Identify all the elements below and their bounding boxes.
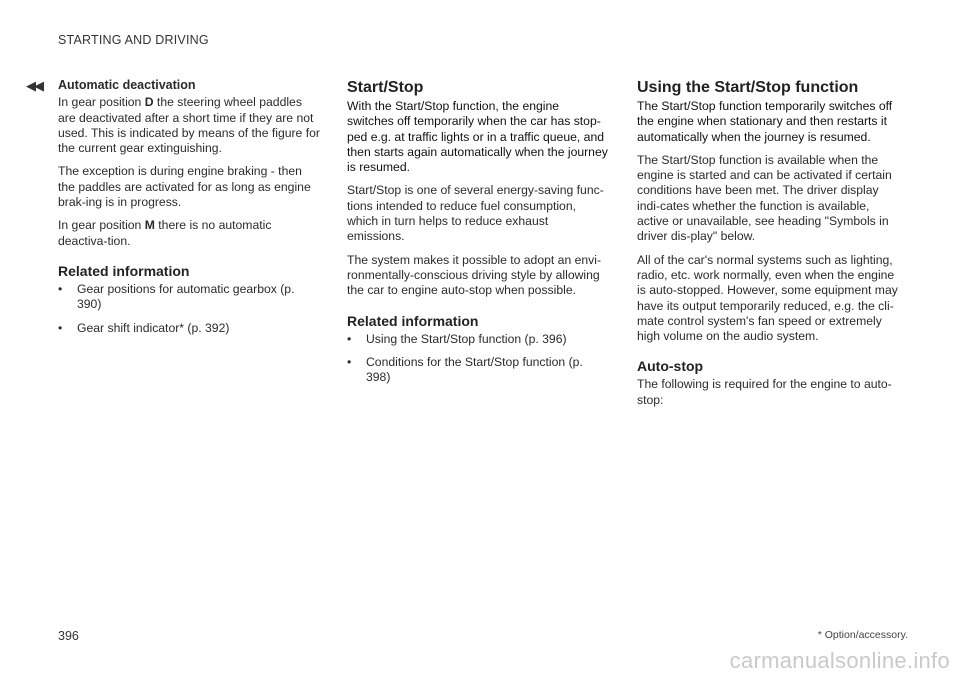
related-link[interactable]: • Using the Start/Stop function (p. 396) xyxy=(347,331,567,346)
section-title: STARTING AND DRIVING xyxy=(58,33,209,47)
paragraph: In gear position D the steering wheel paddles are deactivated after a short time if they are not used. This is indicated by means of the figure for the current gear extinguishing. xyxy=(58,95,320,156)
related-list xyxy=(58,282,320,336)
column-middle xyxy=(347,78,609,393)
related-link[interactable]: • Conditions for the Start/Stop function (p. 398) xyxy=(347,354,583,385)
page-number: 396 xyxy=(58,629,79,643)
paragraph: The following is required for the engine to auto-stop: xyxy=(637,377,892,407)
paragraph: The system makes it possible to adopt an envi-ronmentally-conscious driving style by allowing the car to engine auto-stop when possible. xyxy=(347,252,602,298)
paragraph: All of the car's normal systems such as lighting, radio, etc. work normally, even when the engine is auto-stopped. However, some equipment may have its output temporarily reduced, e.g. the cli-mate control system's fan speed or extremely high volume on the audio system. xyxy=(637,252,898,344)
related-list xyxy=(347,332,609,386)
heading-auto-stop: Auto-stop xyxy=(637,358,704,375)
intro-paragraph: The Start/Stop function temporarily switches off the engine when stationary and then restarts it automatically when the journey is resumed. xyxy=(637,99,893,144)
intro-paragraph: With the Start/Stop function, the engine switches off temporarily when the car has stop-ped e.g. at traffic lights or in a traffic queue, and then starts again automatically when the journey is resumed. xyxy=(347,99,608,175)
paragraph: Start/Stop is one of several energy-saving func-tions intended to reduce fuel consumption, which in turn helps to reduce exhaust emissions. xyxy=(347,183,604,244)
paragraph: The exception is during engine braking - then the paddles are activated for as long as engine brak-ing is in progress. xyxy=(58,164,311,210)
heading-using-start-stop: Using the Start/Stop function xyxy=(637,79,859,96)
heading-start-stop: Start/Stop xyxy=(347,79,424,96)
related-link[interactable]: • Gear shift indicator* (p. 392) xyxy=(58,320,230,335)
column-right xyxy=(637,78,899,416)
heading-related-information: Related information xyxy=(58,262,190,279)
heading-automatic-deactivation: Automatic deactivation xyxy=(58,78,196,92)
back-arrow-icon[interactable]: ◀◀ xyxy=(26,78,42,93)
watermark: carmanualsonline.info xyxy=(729,648,950,673)
column-left xyxy=(58,78,320,344)
footnote: * Option/accessory. xyxy=(817,629,908,641)
heading-related-information: Related information xyxy=(347,312,479,329)
paragraph: In gear position M there is no automatic deactiva-tion. xyxy=(58,218,272,248)
related-link[interactable]: • Gear positions for automatic gearbox (p. 390) xyxy=(58,281,295,312)
paragraph: The Start/Stop function is available when the engine is started and can be activated if certain conditions have been met. The driver display indi-cates whether the function is available, active or unavailable, see heading "Symbols in driver dis-play" below. xyxy=(637,152,892,244)
